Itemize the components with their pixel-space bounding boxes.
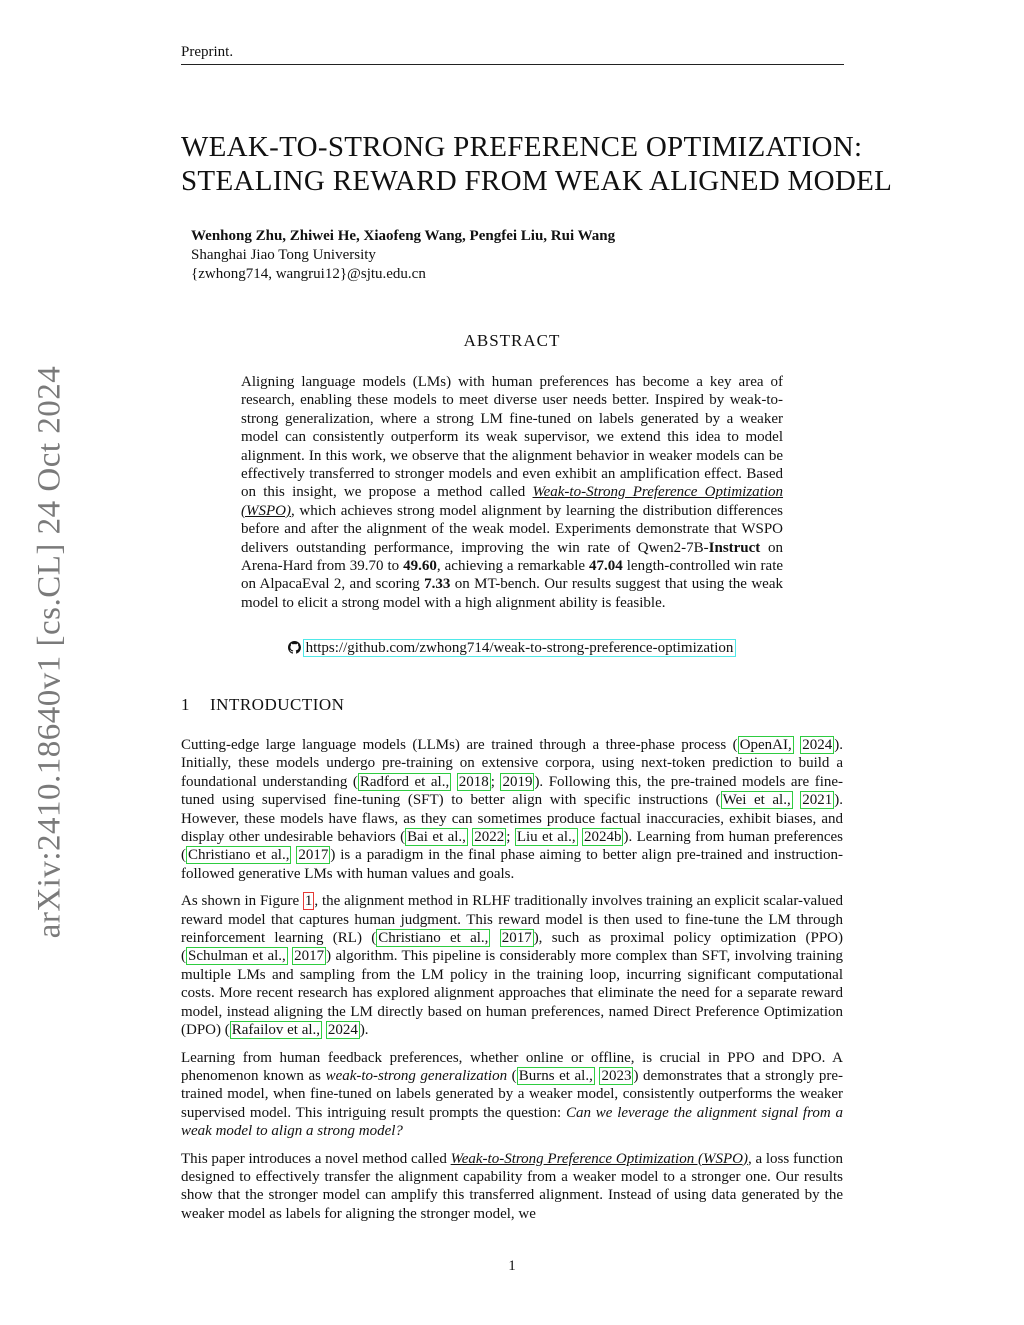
alpacaeval-score: 47.04 [589,558,623,575]
abstract-heading: ABSTRACT [463,331,561,350]
github-icon[interactable] [288,641,301,659]
body-text: ). Learning from human preferences ( [181,829,844,864]
introduction-body [181,736,843,1232]
abstract-text: length-controlled win rate on AlpacaEval 2, and scoring [241,558,784,593]
citation-link[interactable]: Bai et al., [407,829,466,846]
repo-url-link[interactable]: https://github.com/zwhong714/weak-to-strong-preference-optimization [303,639,737,657]
author-block [191,227,615,284]
citation-link[interactable]: Radford et al., [359,773,450,790]
page-number: 1 [508,1258,516,1274]
paragraph-2 [181,892,843,1039]
section-title: INTRODUCTION [210,695,345,714]
arena-hard-score: 49.60 [403,558,437,575]
author-affiliation: Shanghai Jiao Tong University [191,247,376,263]
citation-link[interactable]: 2017 [501,930,532,947]
abstract-text: on MT-bench. Our results suggest that using the weak model to elicit a strong model with a high alignment ability is feasible. [241,576,783,611]
body-text: ). [359,1022,369,1039]
body-text: Cutting-edge large language models (LLMs) are trained through a three-phase process ( [181,737,738,753]
body-text: ) is a paradigm in the final phase aiming to better align pre-trained and instruction-followed generative LMs with human values and goals. [181,847,843,882]
section-heading-introduction [181,695,344,715]
method-name: Weak-to-Strong Preference Optimization (WSPO) [241,484,784,519]
body-text: ; [506,829,515,846]
abstract-text: Aligning language models (LMs) with human preferences has become a key area of research, enabling these models to meet diverse user needs better. Inspired by weak-to-strong generalization, where a strong LM fine-tuned on labels generated by a weaker model can consistently outperform its weak supervisor, we extend this idea to model alignment. In this work, we observe that the alignment behavior in weaker models can be effectively transferred to stronger models and even exhibit an amplification effect. Based on this insight, we propose a method called [241,374,783,501]
citation-link[interactable]: 2017 [294,948,325,965]
citation-link[interactable]: Burns et al., [518,1067,593,1084]
citation-link[interactable]: 2024 [802,737,833,753]
body-text: As shown in Figure [181,893,303,910]
citation-link[interactable]: 2021 [802,792,833,809]
title-line-2: STEALING REWARD FROM WEAK ALIGNED MODEL [181,165,893,197]
citation-link[interactable]: Rafailov et al., [231,1022,321,1039]
header-rule [181,64,844,65]
citation-link[interactable]: Schulman et al., [188,948,286,965]
citation-link[interactable]: OpenAI, [739,737,792,753]
citation-link[interactable]: Wei et al., [722,792,791,809]
emphasis-text: weak-to-strong generalization [325,1067,508,1084]
paragraph-3 [181,1049,843,1141]
citation-link[interactable]: Liu et al., [516,829,576,846]
author-emails: {zwhong714, wangrui12}@sjtu.edu.cn [191,266,426,282]
paper-title [181,130,893,198]
body-text: ) algorithm. This pipeline is considerably more complex than SFT, involving training multiple LMs and sampling from the LM policy in the training loop, incurring significant computational costs. More recent research has explored alignment approaches that eliminate the need for a separate reward model, instead aligning the LM directly based on human preferences, named Direct Preference Optimization (DPO) ( [181,948,844,1039]
figure-reference-link[interactable]: 1 [304,893,313,910]
citation-link[interactable]: 2024b [583,829,622,846]
author-names: Wenhong Zhu, Zhiwei He, Xiaofeng Wang, Pengfei Liu, Rui Wang [191,228,616,244]
method-name: Weak-to-Strong Preference Optimization (WSPO) [450,1150,748,1167]
body-text: ). Initially, these models undergo pre-training on extensive corpora, using next-token prediction to build a foundational understanding ( [181,737,843,790]
body-text: This paper introduces a novel method called [181,1150,451,1167]
body-text: ). However, these models have flaws, as they can sometimes produce factual inaccuracies, exhibit biases, and display other undesirable behaviors ( [181,792,844,846]
section-number: 1 [181,695,190,714]
body-text: ), such as proximal policy optimization (PPO) ( [181,930,844,965]
body-text: , the alignment method in RLHF traditionally involves training an explicit scalar-valued reward model that captures human judgment. This reward model is then used to fine-tune the LM through reinforcement learning (RL) ( [181,893,843,947]
citation-link[interactable]: 2019 [502,773,533,790]
research-question: Can we leverage the alignment signal from a weak model to align a strong model? [181,1104,843,1140]
instruct-emphasis: Instruct [708,539,761,556]
abstract-text: , which achieves strong model alignment by learning the distribution differences before and after the alignment of the weak model. Experiments demonstrate that WSPO delivers outstanding performance, improving the win rate of Qwen2-7B- [241,502,783,556]
citation-link[interactable]: 2018 [458,773,489,790]
abstract-text: on Arena-Hard from 39.70 to [241,539,783,575]
citation-link[interactable]: 2017 [298,847,329,864]
paragraph-4 [181,1150,843,1224]
mt-bench-score: 7.33 [424,576,451,593]
body-text: ( [507,1067,517,1084]
arxiv-identifier: arXiv:2410.18640v1 [cs.CL] 24 Oct 2024 [31,365,68,939]
body-text: Learning from human feedback preferences, whether online or offline, is crucial in PPO and DPO. A phenomenon known as [181,1049,843,1084]
citation-link[interactable]: 2022 [474,829,505,846]
repo-link-line [0,640,1024,659]
paragraph-1 [181,736,843,883]
abstract-body [241,373,783,612]
citation-link[interactable]: 2023 [601,1067,632,1084]
running-header: Preprint. [181,44,234,60]
body-text: , a loss function designed to effectively transfer the alignment capability from a weaker model to a stronger one. Our results show that the stronger model can amplify this transferred alignment. Instead of using data generated by the weaker model as labels for aligning the stronger model, we [181,1150,843,1222]
body-text: ). Following this, the pre-trained models are fine-tuned using supervised fine-tuning (SFT) to better align with specific instructions ( [181,773,844,809]
citation-link[interactable]: Christiano et al., [378,930,489,947]
body-text: ) demonstrates that a strongly pre-trained model, when fine-tuned on labels generated by a weaker model, consistently outperforms the weaker supervised model. This intriguing result prompts the question: [181,1067,843,1121]
title-line-1: WEAK-TO-STRONG PREFERENCE OPTIMIZATION: [181,131,863,163]
body-text: ; [490,773,501,790]
citation-link[interactable]: 2024 [327,1022,358,1039]
abstract-text: , achieving a remarkable [436,558,590,575]
citation-link[interactable]: Christiano et al., [188,847,290,864]
